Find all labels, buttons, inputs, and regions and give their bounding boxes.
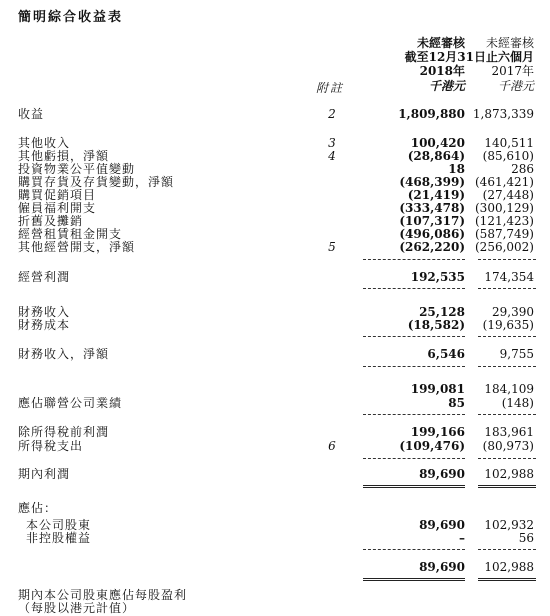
row-label: 收益 [18,107,45,121]
row-value-2018: (18,582) [407,318,465,332]
row-value-2018: 199,081 [410,382,465,396]
row-value-2017: (461,421) [475,175,534,189]
row-value-2018: (496,086) [399,227,465,241]
row-value-2018: 1,809,880 [398,107,465,121]
row-value-2017: 183,961 [484,425,534,439]
row-finance-costs [0,318,550,332]
subtotal-rule [363,458,465,459]
row-label: 期內利潤 [18,467,71,481]
period-header: 截至12月31日止六個月 [404,50,534,64]
row-value-2018: – [459,531,465,545]
row-eps-heading [0,588,550,602]
row-subtotal [0,382,550,396]
subtotal-rule [478,366,536,367]
col1-year: 2018年 [419,64,465,78]
subtotal-rule [478,259,536,260]
row-label: 經營利潤 [18,270,71,284]
row-value-2017: (19,635) [482,318,534,332]
row-label: 財務收入，淨額 [18,347,110,361]
row-value-2017: (85,610) [482,149,534,163]
row-note: 4 [328,149,336,163]
row-value-2017: (148) [501,396,534,410]
row-label: 投資物業公平值變動 [18,162,136,176]
row-value-2017: 174,354 [484,270,534,284]
total-rule [363,578,465,581]
subtotal-rule [363,414,465,415]
row-value-2018: 25,128 [419,305,465,319]
row-label: 其他虧損，淨額 [18,149,110,163]
row-value-2018: (262,220) [399,240,465,254]
row-value-2017: (300,129) [475,201,534,215]
row-depreciation [0,214,550,228]
row-value-2017: 286 [511,162,534,176]
row-value-2018: (21,419) [407,188,465,202]
subtotal-rule [478,458,536,459]
row-other-losses [0,149,550,163]
row-label: 所得稅支出 [18,439,84,453]
row-eps-subheading [0,601,550,615]
row-label: 其他經營開支，淨額 [18,240,136,254]
row-inventory [0,175,550,189]
row-value-2018: 89,690 [419,518,465,532]
row-label: 應佔聯營公司業績 [18,396,123,410]
row-value-2017: 184,109 [484,382,534,396]
col1-unit: 千港元 [428,79,465,93]
row-owners [0,518,550,532]
row-value-2017: (121,423) [475,214,534,228]
row-value-2018: 192,535 [410,270,465,284]
row-value-2018: 18 [448,162,465,176]
row-value-2018: 89,690 [419,467,465,481]
row-promotional-items [0,188,550,202]
row-note: 5 [328,240,336,254]
row-value-2017: 102,988 [484,467,534,481]
row-value-2018: 89,690 [419,560,465,574]
row-value-2017: 56 [518,531,534,545]
row-associates [0,396,550,410]
row-label: 僱員福利開支 [18,201,97,215]
row-label: （每股以港元計值） [18,601,136,615]
row-label: 購買存貨及存貨變動，淨額 [18,175,175,189]
row-attributable-heading [0,501,550,515]
row-label: 本公司股東 [26,518,92,532]
row-label: 應佔： [18,501,58,515]
row-other-income [0,136,550,150]
row-value-2018: (28,864) [407,149,465,163]
row-value-2017: 29,390 [492,305,534,319]
row-investment-property [0,162,550,176]
row-label: 購買促銷項目 [18,188,97,202]
subtotal-rule [478,336,536,337]
subtotal-rule [478,414,536,415]
row-value-2018: 199,166 [410,425,465,439]
total-rule [478,578,536,581]
row-value-2017: 9,755 [499,347,534,361]
row-value-2017: 1,873,339 [472,107,534,121]
row-value-2018: (107,317) [399,214,465,228]
row-value-2018: (468,399) [399,175,465,189]
row-profit-before-tax [0,425,550,439]
row-value-2018: 85 [448,396,465,410]
note-column-header: 附註 [316,81,345,95]
row-operating-profit [0,270,550,284]
total-rule [363,485,465,488]
row-non-controlling [0,531,550,545]
row-value-2018: 100,420 [410,136,465,150]
row-value-2018: (109,476) [399,439,465,453]
row-value-2017: (80,973) [482,439,534,453]
row-value-2017: (27,448) [482,188,534,202]
row-label: 財務成本 [18,318,71,332]
subtotal-rule [363,549,465,550]
row-value-2017: (256,002) [475,240,534,254]
row-label: 財務收入 [18,305,71,319]
row-employee-benefits [0,201,550,215]
row-label: 期內本公司股東應佔每股盈利 [18,588,188,602]
subtotal-rule [363,336,465,337]
subtotal-rule [478,549,536,550]
row-note: 2 [328,107,336,121]
row-value-2018: 6,546 [427,347,465,361]
col1-audit-status: 未經審核 [416,36,465,50]
row-note: 6 [328,439,336,453]
row-profit-for-period [0,467,550,481]
row-attributable-total [0,560,550,574]
row-finance-income-net [0,347,550,361]
row-label: 經營租賃租金開支 [18,227,123,241]
total-rule [478,485,536,488]
row-label: 除所得稅前利潤 [18,425,110,439]
row-value-2017: 140,511 [484,136,534,150]
row-value-2017: (587,749) [475,227,534,241]
row-revenue [0,107,550,121]
statement-title: 簡明綜合收益表 [18,10,124,25]
subtotal-rule [478,288,536,289]
row-label: 折舊及攤銷 [18,214,84,228]
subtotal-rule [363,366,465,367]
row-other-operating-expenses [0,240,550,254]
row-value-2017: 102,988 [484,560,534,574]
row-income-tax [0,439,550,453]
row-value-2017: 102,932 [484,518,534,532]
subtotal-rule [363,259,465,260]
col2-unit: 千港元 [497,79,534,93]
subtotal-rule [363,288,465,289]
row-value-2018: (333,478) [399,201,465,215]
row-note: 3 [328,136,336,150]
row-label: 其他收入 [18,136,71,150]
row-operating-lease [0,227,550,241]
col2-audit-status: 未經審核 [485,36,534,50]
row-finance-income [0,305,550,319]
col2-year: 2017年 [491,64,534,78]
row-label: 非控股權益 [26,531,92,545]
